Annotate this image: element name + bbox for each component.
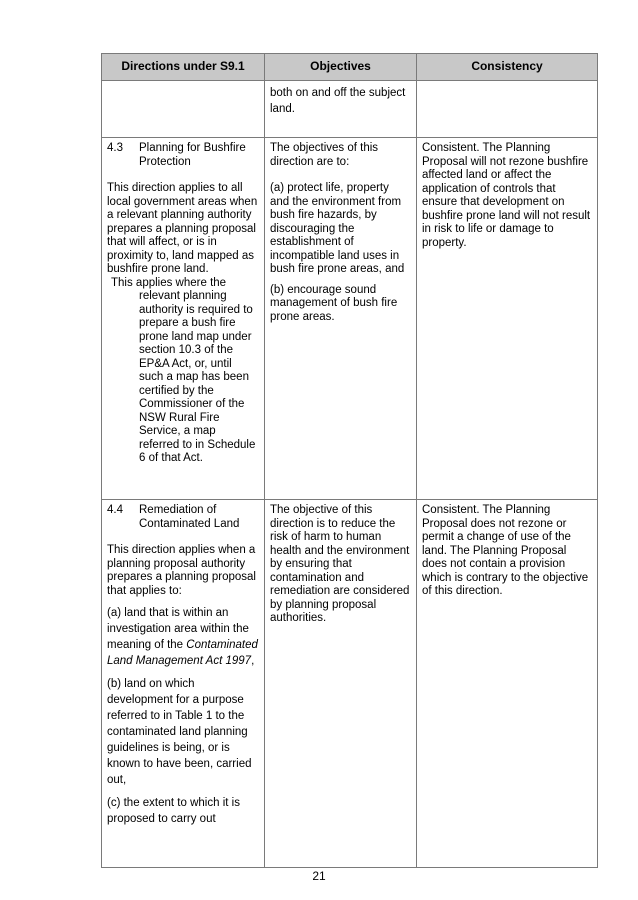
direction-text	[107, 605, 259, 669]
row1-directions-cell	[102, 138, 265, 500]
direction-number: 4.3	[107, 142, 123, 154]
table-row	[102, 81, 598, 138]
consistency-text: Consistent. The Planning Proposal will not rezone bushfire affected land or affect the application of controls that ensure that development on bushfire prone land will not result in risk to life or damage to property.	[422, 142, 591, 249]
table-row	[102, 500, 598, 868]
consistency-text: Consistent. The Planning Proposal does not rezone or permit a change of use of the land. The Planning Proposal does not contain a provision which is contrary to the objective of this direction.	[422, 504, 589, 597]
direction-number: 4.4	[107, 504, 123, 516]
header-objectives: Objectives	[265, 54, 417, 81]
objectives-text: The objective of this direction is to reduce the risk of harm to human health and the environment by ensuring that contamination and remediation are considered by planning proposal authorities.	[270, 504, 410, 624]
direction-text: (c) the extent to which it is proposed to carry out	[107, 797, 240, 825]
header-consistency: Consistency	[417, 54, 598, 81]
direction-text: (b) land on which development for a purpose referred to in Table 1 to the contaminated land planning guidelines is being, or is known to have been, carried out,	[107, 678, 252, 786]
direction-text-a-end: ,	[251, 655, 255, 667]
direction-text: This direction applies to all local government areas when a relevant planning authority prepares a planning proposal that will affect, or is in proximity to, land mapped as bushfire prone land.	[107, 182, 258, 275]
row1-consistency-cell	[417, 138, 598, 500]
objectives-text: (b) encourage sound management of bush fire prone areas.	[270, 283, 398, 323]
row0-objectives-cell	[265, 81, 417, 138]
act-title: Contaminated Land Management Act 1997	[107, 639, 258, 667]
table-row	[102, 138, 598, 500]
row0-directions-cell	[102, 81, 265, 138]
direction-title: Remediation of Contaminated Land	[139, 504, 240, 530]
direction-text-a: (a) land that is within an investigation area within the meaning of the	[107, 607, 249, 651]
row1-objectives-cell	[265, 138, 417, 500]
direction-heading	[107, 504, 259, 531]
direction-title: Planning for Bushfire Protection	[139, 142, 246, 168]
direction-text: This applies where the relevant planning authority is required to prepare a bush fire prone land map under section 10.3 of the EP&A Act, or, until such a map has been certified by the Commissioner of the NSW Rural Fire Service, a map referred to in Schedule 6 of that Act.	[111, 276, 256, 464]
row0-consistency-cell	[417, 81, 598, 138]
row2-directions-cell	[102, 500, 265, 868]
table-header-row	[102, 54, 598, 81]
header-directions: Directions under S9.1	[102, 54, 265, 81]
objectives-text: The objectives of this direction are to:	[270, 142, 379, 168]
directions-table	[101, 53, 598, 868]
row0-objectives-text: both on and off the subject land.	[270, 87, 406, 115]
objectives-text: (a) protect life, property and the environment from bush fire hazards, by discouraging the establishment of incompatible land uses in bush fire prone areas, and	[270, 182, 405, 275]
row2-objectives-cell	[265, 500, 417, 868]
direction-heading	[107, 142, 259, 169]
page-number: 21	[312, 869, 326, 883]
row2-consistency-cell	[417, 500, 598, 868]
direction-text: This direction applies when a planning proposal authority prepares a planning proposal that applies to:	[107, 544, 256, 597]
